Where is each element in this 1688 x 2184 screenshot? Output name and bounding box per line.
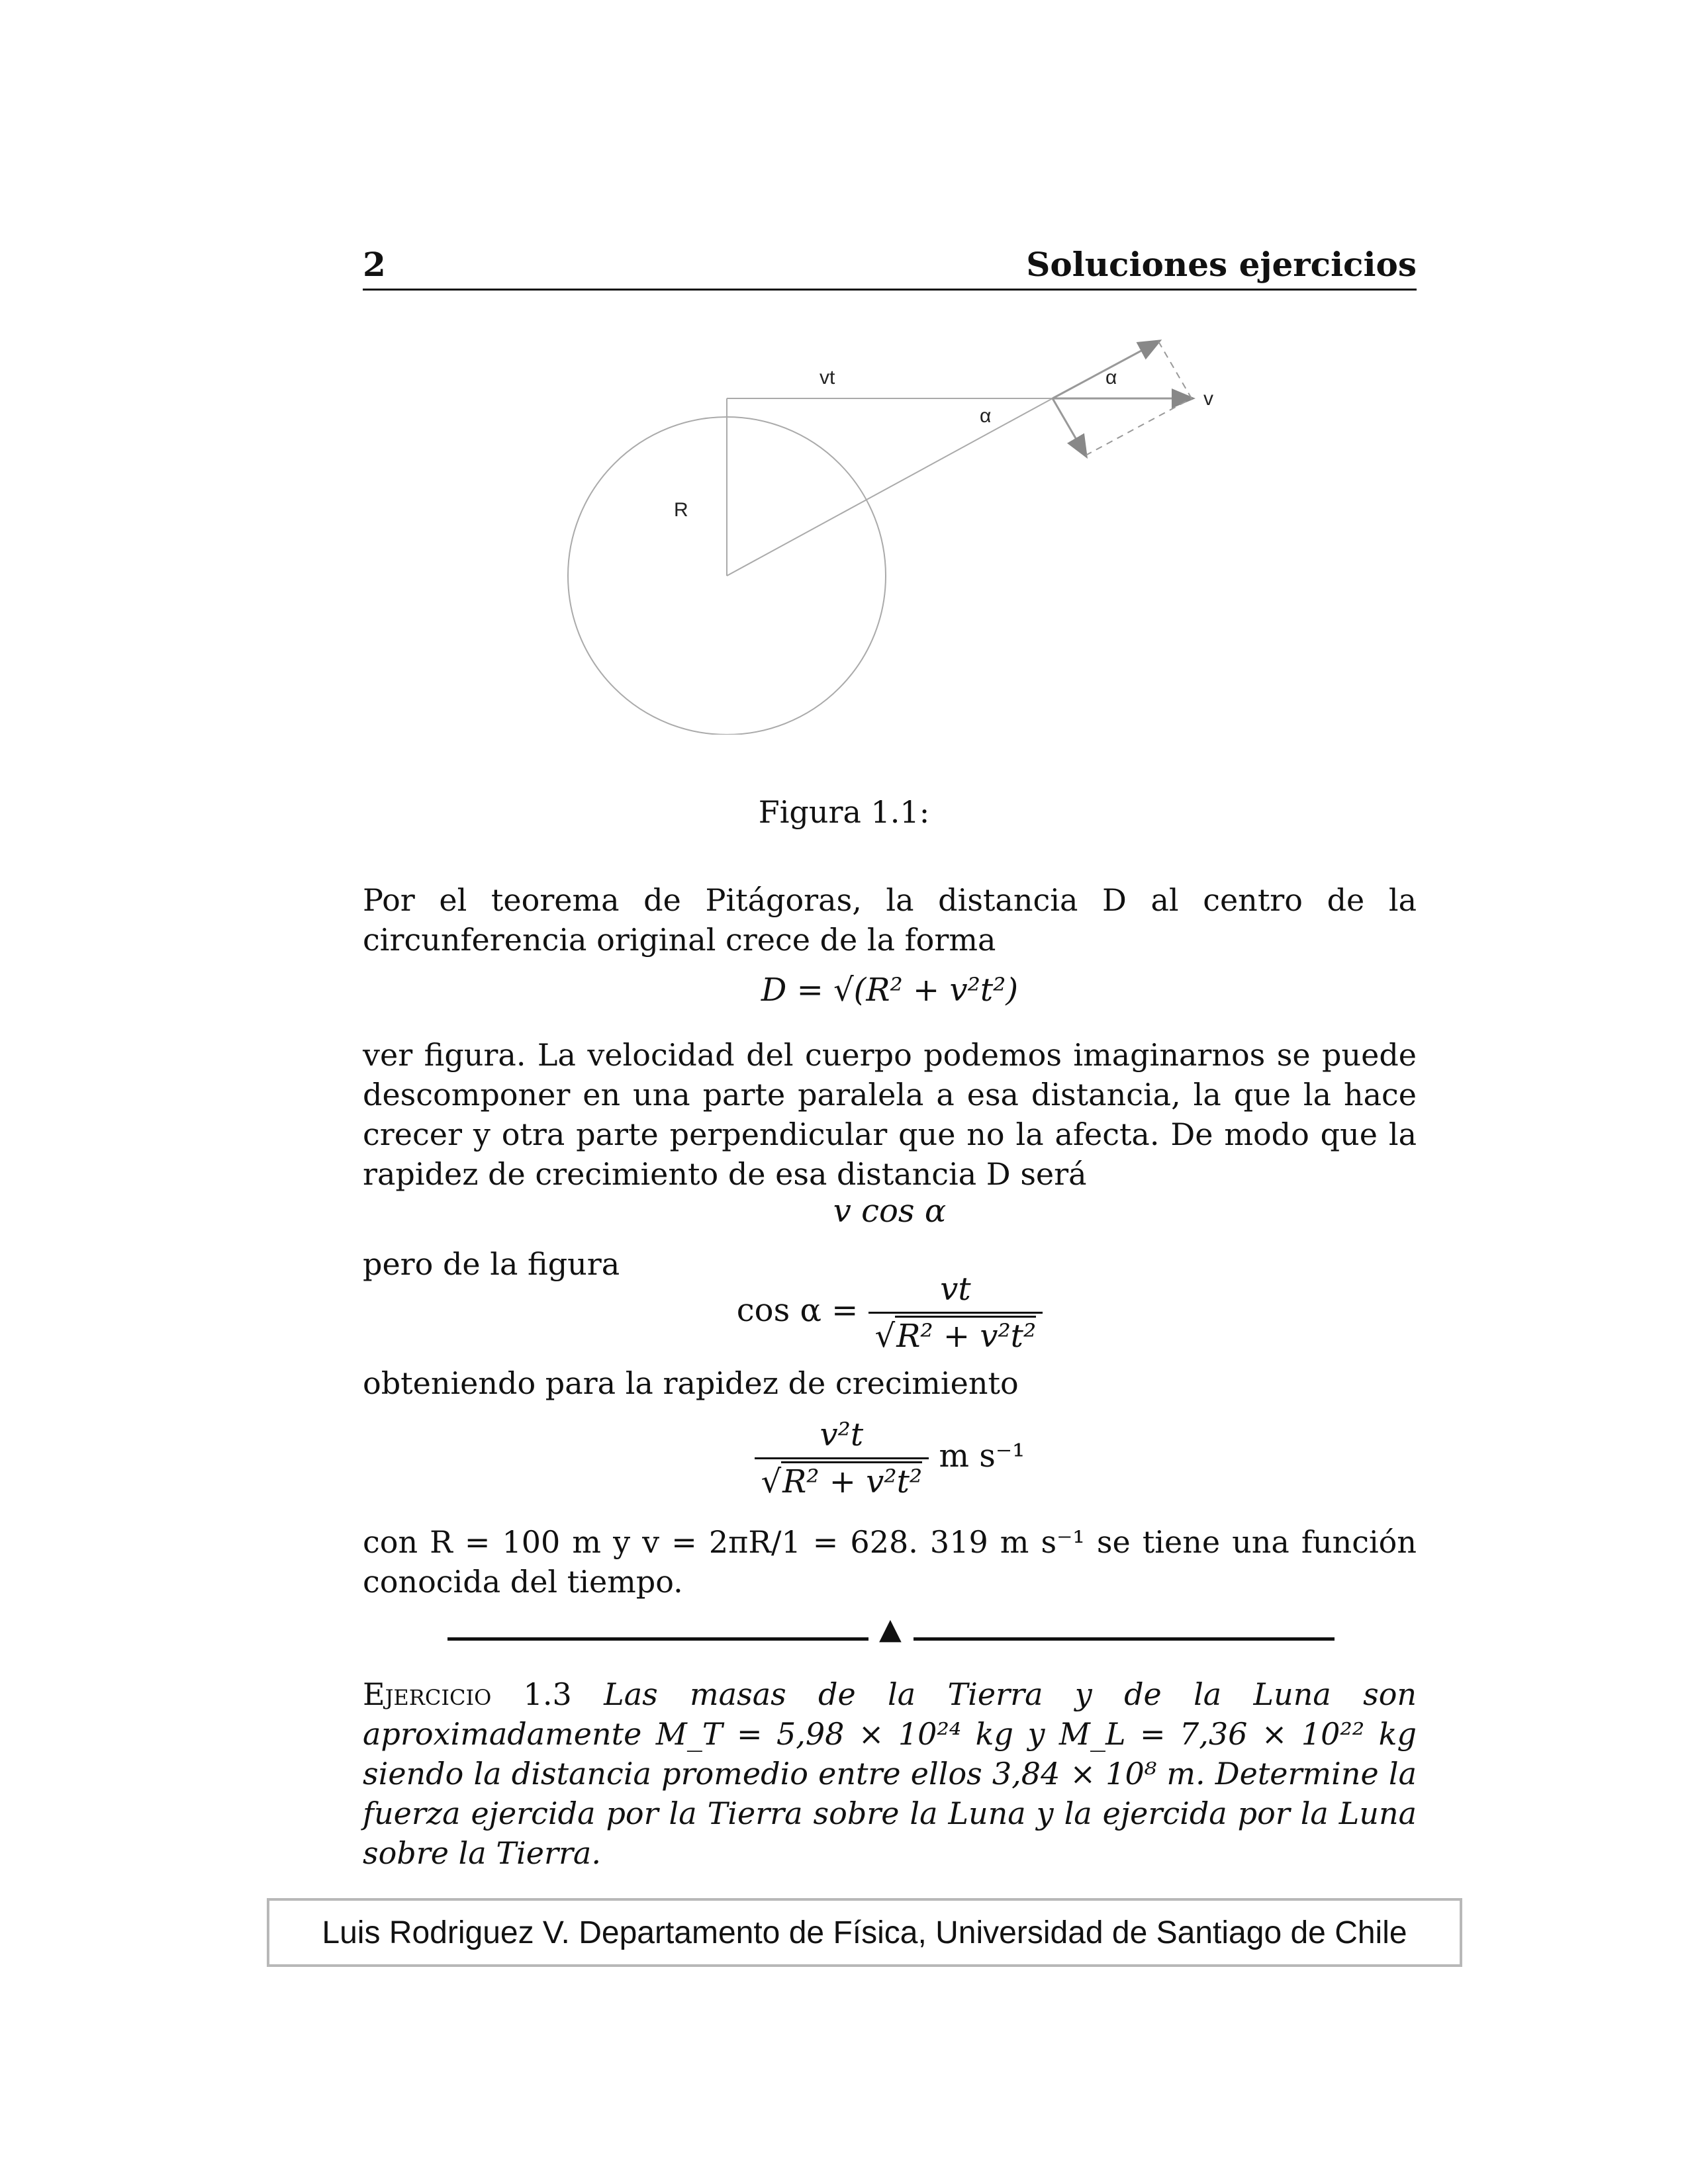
equation-1 xyxy=(363,972,1417,1009)
label-v: v xyxy=(1203,388,1213,410)
equation-4-fraction xyxy=(755,1416,929,1500)
figure-caption: Figura 1.1: xyxy=(758,794,930,830)
page-number: 2 xyxy=(363,245,386,284)
header-rule xyxy=(363,289,1417,291)
paragraph-4: obteniendo para la rapidez de crecimiento xyxy=(363,1365,1019,1401)
equation-4-radicand: R² + v²t² xyxy=(781,1461,922,1500)
equation-3-lhs: cos α = xyxy=(736,1292,859,1329)
exercise-label: Ejercicio 1.3 xyxy=(363,1676,572,1712)
separator-line-left xyxy=(447,1637,868,1641)
equation-4 xyxy=(363,1416,1417,1500)
equation-3-radicand: R² + v²t² xyxy=(895,1316,1036,1355)
exercise-text: Las masas de la Tierra y de la Luna son aproximadamente M_T = 5,98 × 10²⁴ kg y M_L = 7,36 × 10²² kg siendo la distancia promedio entre ellos 3,84 × 10⁸ m. Determine la fuerza ejercida por la Tierra sobre la Luna y la ejercida por la Luna sobre la Tierra. xyxy=(363,1676,1417,1871)
separator-line-right xyxy=(914,1637,1335,1641)
label-alpha-2: α xyxy=(1105,367,1117,388)
dashed-line-1 xyxy=(1158,341,1192,398)
equation-3-numerator: vt xyxy=(868,1271,1043,1314)
exercise-block xyxy=(363,1674,1417,1873)
perpendicular-component-arrow xyxy=(1053,398,1086,455)
equation-4-denominator: √R² + v²t² xyxy=(755,1459,929,1500)
label-R: R xyxy=(674,499,688,521)
footer-text: Luis Rodriguez V. Departamento de Física, Universidad de Santiago de Chile xyxy=(322,1915,1407,1950)
label-alpha-1: α xyxy=(980,405,992,427)
figure-diagram xyxy=(556,324,1244,735)
equation-2 xyxy=(363,1193,1417,1230)
paragraph-3: pero de la figura xyxy=(363,1246,620,1282)
equation-4-numerator: v²t xyxy=(755,1416,929,1459)
equation-3-denominator: √R² + v²t² xyxy=(868,1314,1043,1355)
paragraph-1: Por el teorema de Pitágoras, la distancia D al centro de la circunferencia original crece de la forma xyxy=(363,882,1417,958)
equation-3-fraction xyxy=(868,1271,1043,1355)
label-vt: vt xyxy=(820,367,835,388)
paragraph-5: con R = 100 m y v = 2πR/1 = 628. 319 m s⁻¹ se tiene una función conocida del tiempo. xyxy=(363,1524,1417,1600)
separator-mark: ▲ xyxy=(879,1612,902,1646)
paragraph-2: ver figura. La velocidad del cuerpo podemos imaginarnos se puede descomponer en una parte paralela a esa distancia, la que la hace crecer y otra parte perpendicular que no la afecta. De modo que la rapidez de crecimiento de esa distancia D será xyxy=(363,1037,1417,1192)
dashed-line-2 xyxy=(1086,398,1192,455)
equation-1-text: D = √(R² + v²t²) xyxy=(761,972,1019,1009)
equation-2-text: v cos α xyxy=(833,1193,947,1230)
equation-4-unit: m s⁻¹ xyxy=(939,1437,1025,1475)
equation-3 xyxy=(363,1271,1417,1355)
footer-box xyxy=(267,1898,1462,1967)
running-title: Soluciones ejercicios xyxy=(1026,245,1417,284)
